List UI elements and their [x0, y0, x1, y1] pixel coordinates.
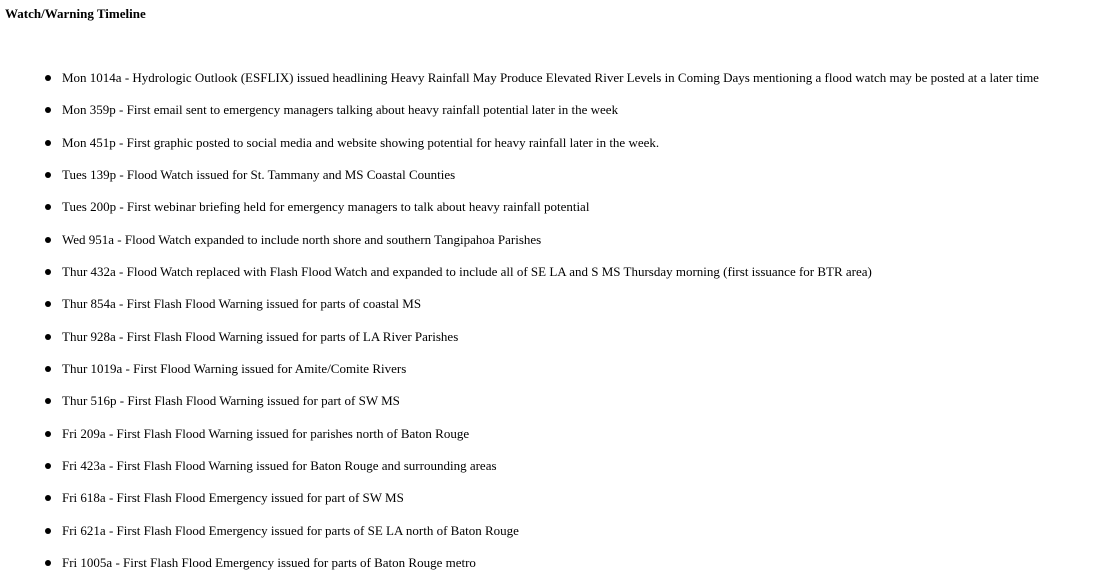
timeline-item-text: Tues 139p - Flood Watch issued for St. Tammany and MS Coastal Counties — [62, 167, 456, 183]
timeline-item-text: Fri 618a - First Flash Flood Emergency issued for part of SW MS — [62, 490, 404, 506]
bullet-icon — [45, 237, 51, 243]
bullet-icon — [45, 366, 51, 372]
bullet-icon — [45, 172, 51, 178]
page-title: Watch/Warning Timeline — [5, 6, 146, 21]
timeline-item-text: Fri 209a - First Flash Flood Warning issued for parishes north of Baton Rouge — [62, 425, 470, 441]
bullet-icon — [45, 204, 51, 210]
bullet-icon — [45, 334, 51, 340]
timeline-item-text: Thur 1019a - First Flood Warning issued for Amite/Comite Rivers — [62, 361, 407, 377]
bullet-icon — [45, 528, 51, 534]
bullet-icon — [45, 495, 51, 501]
bullet-icon — [45, 463, 51, 469]
bullet-icon — [45, 140, 51, 146]
bullet-icon — [45, 431, 51, 437]
timeline-item-text: Thur 854a - First Flash Flood Warning issued for parts of coastal MS — [62, 296, 422, 312]
bullet-icon — [45, 398, 51, 404]
timeline-item-text: Mon 359p - First email sent to emergency managers talking about heavy rainfall potential later in the week — [62, 102, 619, 118]
bullet-icon — [45, 301, 51, 307]
bullet-icon — [45, 75, 51, 81]
bullet-icon — [45, 107, 51, 113]
timeline-item-text: Fri 621a - First Flash Flood Emergency issued for parts of SE LA north of Baton Rouge — [62, 522, 519, 538]
timeline-item-text: Fri 1005a - First Flash Flood Emergency issued for parts of Baton Rouge metro — [62, 555, 476, 571]
timeline-item-text: Mon 451p - First graphic posted to social media and website showing potential for heavy rainfall later in the week. — [62, 134, 660, 150]
bullet-icon — [45, 269, 51, 275]
timeline-item-text: Mon 1014a - Hydrologic Outlook (ESFLIX) issued headlining Heavy Rainfall May Produce Elevated River Levels in Coming Days mentioning a flood watch may be posted at a later time — [62, 70, 1039, 85]
timeline-item-text: Fri 423a - First Flash Flood Warning issued for Baton Rouge and surrounding areas — [62, 458, 497, 474]
bullet-icon — [45, 560, 51, 566]
timeline-item-text: Thur 516p - First Flash Flood Warning issued for part of SW MS — [62, 393, 400, 409]
timeline-item-text: Wed 951a - Flood Watch expanded to include north shore and southern Tangipahoa Parishes — [62, 231, 542, 247]
timeline-item-text: Thur 432a - Flood Watch replaced with Flash Flood Watch and expanded to include all of SE LA and S MS Thursday morning (first issuance for BTR area) — [62, 264, 872, 280]
timeline-item-text: Thur 928a - First Flash Flood Warning issued for parts of LA River Parishes — [62, 328, 459, 344]
timeline-item-text: Tues 200p - First webinar briefing held for emergency managers to talk about heavy rainfall potential — [62, 199, 590, 215]
